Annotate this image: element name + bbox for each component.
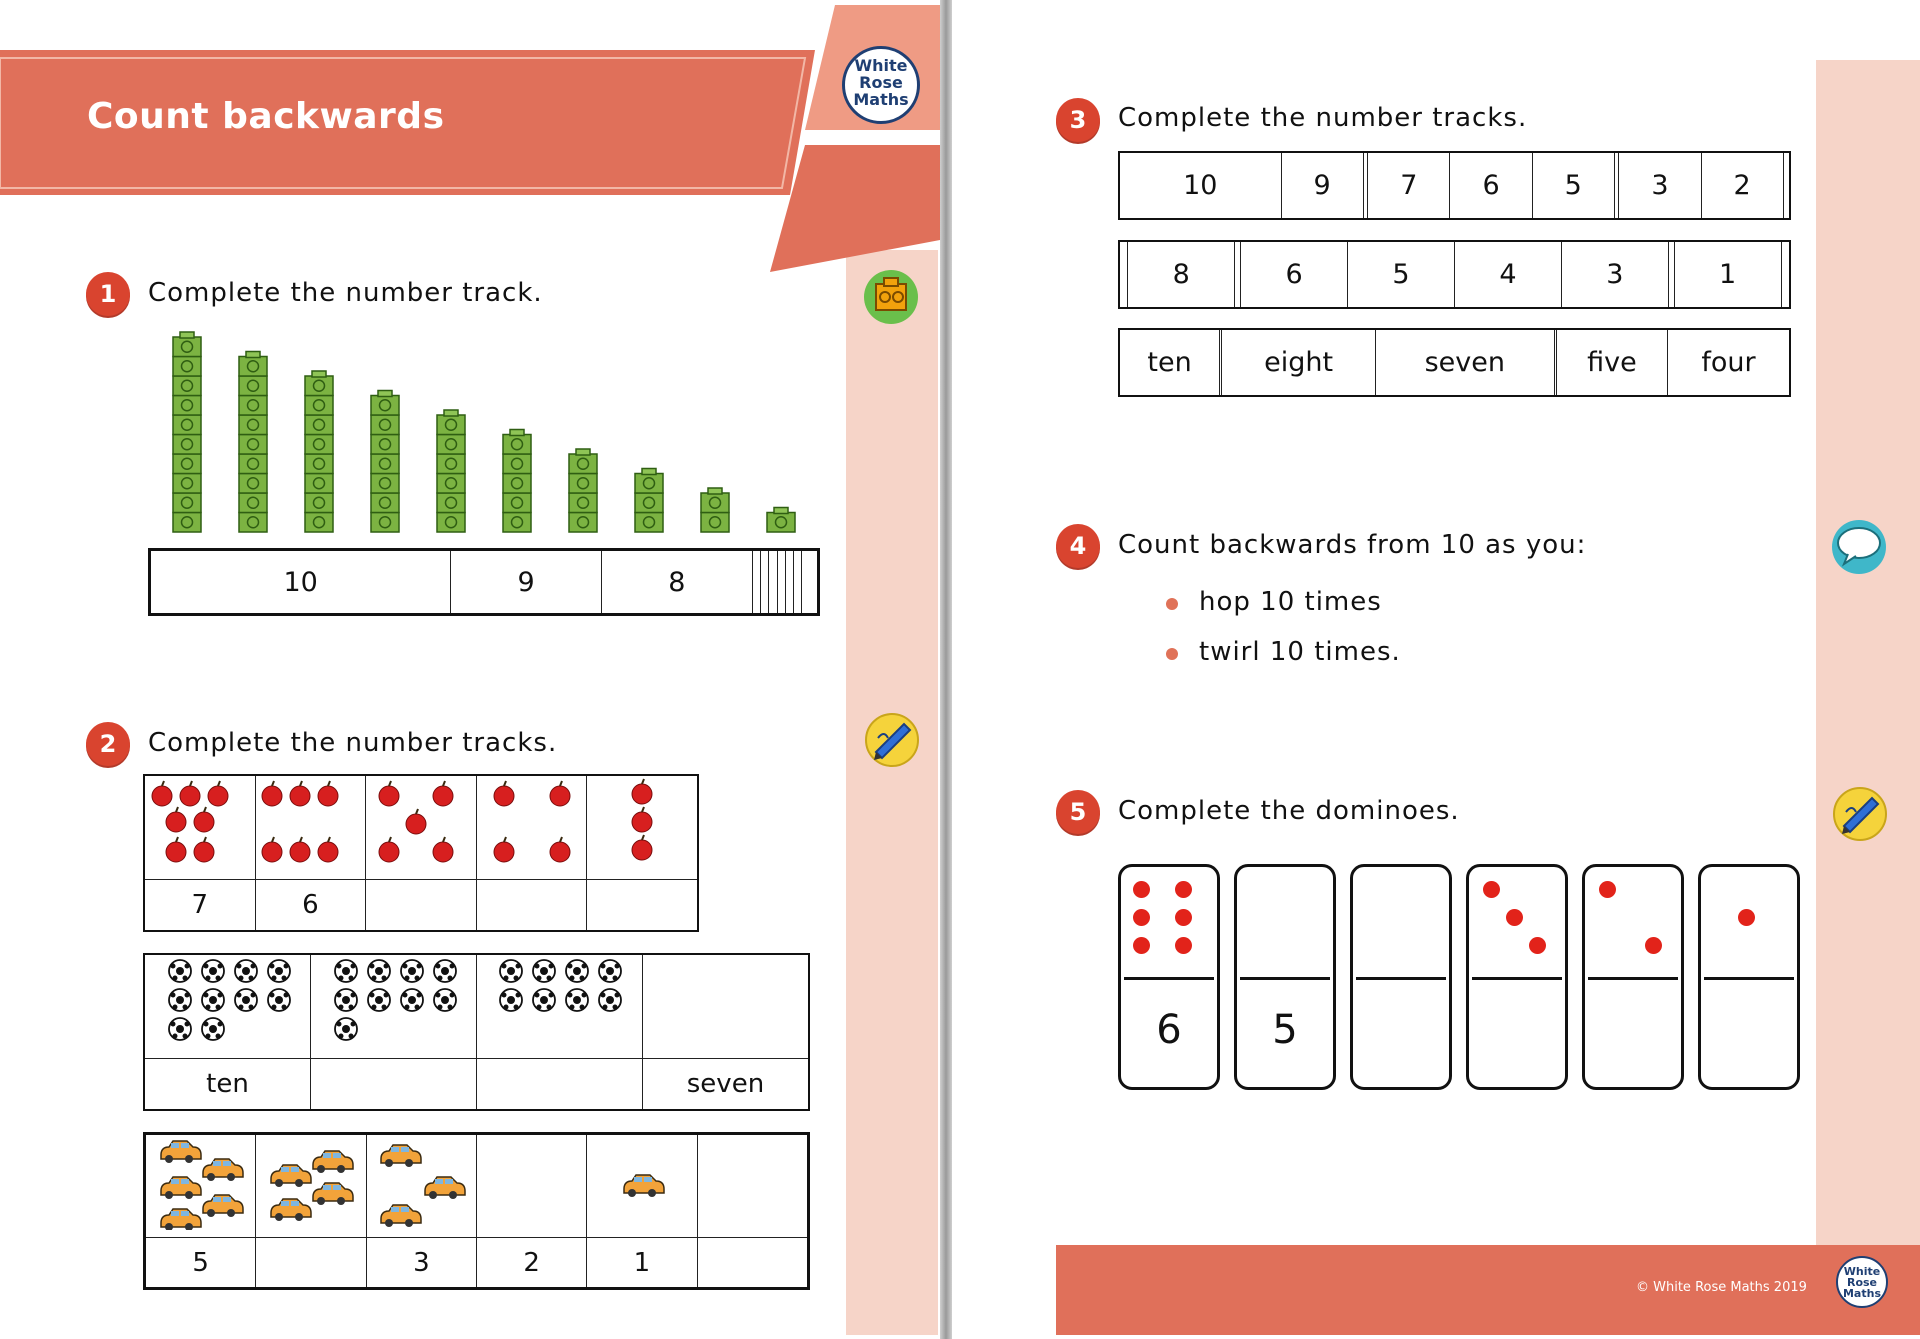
car-icon xyxy=(203,1195,243,1217)
track-cell[interactable] xyxy=(794,550,802,615)
car-count-cell[interactable] xyxy=(256,1238,366,1289)
cube-icon xyxy=(862,268,920,326)
apples-track xyxy=(143,774,699,932)
cube-tower xyxy=(371,391,399,533)
domino[interactable] xyxy=(1350,864,1452,1090)
car-picture-cell xyxy=(366,1134,476,1238)
pencil-icon xyxy=(864,712,920,768)
cube-tower xyxy=(569,449,597,532)
apple-icon xyxy=(494,837,514,862)
question-5-number: 5 xyxy=(1056,790,1100,834)
domino-dot xyxy=(1645,937,1662,954)
left-side-strip xyxy=(846,250,938,1335)
apple-icon xyxy=(166,837,186,862)
car-icon xyxy=(271,1199,311,1221)
car-picture-cell xyxy=(587,1134,697,1238)
header-banner xyxy=(0,0,940,280)
apple-icon xyxy=(208,781,228,806)
car-picture-cell xyxy=(145,1134,256,1238)
domino-number: 5 xyxy=(1272,1007,1298,1053)
domino-dot xyxy=(1599,881,1616,898)
car-icon xyxy=(624,1175,664,1197)
car-icon xyxy=(271,1165,311,1187)
apple-icon xyxy=(632,807,652,832)
domino-divider xyxy=(1356,977,1446,980)
domino-divider xyxy=(1472,977,1562,980)
logo-line-1: White xyxy=(1843,1265,1881,1278)
cube-tower xyxy=(503,430,531,533)
apple-icon xyxy=(550,781,570,806)
football-icon xyxy=(368,960,390,982)
q3-track-1 xyxy=(1118,151,1791,220)
track-cell: 3 xyxy=(1561,241,1668,308)
football-icon xyxy=(500,960,522,982)
football-icon xyxy=(169,1018,191,1040)
track-cell[interactable] xyxy=(752,550,760,615)
football-icon xyxy=(268,989,290,1011)
track-cell: four xyxy=(1668,329,1791,396)
domino-divider xyxy=(1240,977,1330,980)
apple-count-cell[interactable] xyxy=(366,879,477,931)
apple-icon xyxy=(290,781,310,806)
car-icon xyxy=(161,1141,201,1163)
track-cell: five xyxy=(1556,329,1667,396)
cube-towers xyxy=(160,320,820,540)
bullet-dot xyxy=(1166,648,1178,660)
cars-track xyxy=(143,1132,810,1290)
track-cell: eight xyxy=(1222,329,1376,396)
apple-count-cell[interactable] xyxy=(476,879,587,931)
track-cell[interactable] xyxy=(769,550,777,615)
track-cell: 8 xyxy=(601,550,752,615)
apple-picture-cell xyxy=(366,775,477,879)
cube-tower xyxy=(173,332,201,532)
track-cell[interactable] xyxy=(777,550,785,615)
question-2-text: Complete the number tracks. xyxy=(148,728,558,758)
car-icon xyxy=(161,1177,201,1199)
domino-dot xyxy=(1506,909,1523,926)
cube-tower xyxy=(635,469,663,533)
question-5-text: Complete the dominoes. xyxy=(1118,796,1460,826)
apple-picture-cell xyxy=(255,775,366,879)
white-rose-logo xyxy=(842,46,920,124)
copyright-text: © White Rose Maths 2019 xyxy=(1636,1280,1807,1295)
football-icon xyxy=(533,989,555,1011)
car-icon xyxy=(313,1151,353,1173)
question-1-text: Complete the number track. xyxy=(148,278,543,308)
car-icon xyxy=(161,1209,201,1230)
cube-tower xyxy=(305,371,333,532)
football-picture-cell xyxy=(144,954,311,1058)
track-cell: 7 xyxy=(1368,152,1450,219)
q3-track-3 xyxy=(1118,328,1791,397)
apple-icon xyxy=(550,837,570,862)
apple-icon xyxy=(318,781,338,806)
track-cell: 3 xyxy=(1619,152,1701,219)
track-cell: 2 xyxy=(1701,152,1783,219)
bullet-dot xyxy=(1166,598,1178,610)
track-cell: 6 xyxy=(1241,241,1348,308)
track-cell: 5 xyxy=(1532,152,1614,219)
domino[interactable] xyxy=(1698,864,1800,1090)
domino[interactable] xyxy=(1582,864,1684,1090)
car-icon xyxy=(381,1205,421,1227)
car-count-cell: 3 xyxy=(366,1238,476,1289)
logo-line-1: White xyxy=(854,56,908,75)
apple-picture-cell xyxy=(144,775,255,879)
football-icon xyxy=(169,960,191,982)
apple-icon xyxy=(262,837,282,862)
car-count-cell[interactable] xyxy=(697,1238,808,1289)
apple-icon xyxy=(166,807,186,832)
track-cell: ten xyxy=(1119,329,1220,396)
football-icon xyxy=(401,960,423,982)
apple-icon xyxy=(632,779,652,804)
pencil-icon xyxy=(1832,786,1888,842)
car-icon xyxy=(381,1145,421,1167)
domino-dot xyxy=(1175,937,1192,954)
track-cell: 9 xyxy=(451,550,602,615)
football-icon xyxy=(235,989,257,1011)
domino-divider xyxy=(1124,977,1214,980)
apple-count-cell: 7 xyxy=(144,879,255,931)
track-cell: 10 xyxy=(1119,152,1281,219)
apple-icon xyxy=(406,809,426,834)
apple-icon xyxy=(494,781,514,806)
domino[interactable] xyxy=(1118,864,1220,1090)
track-cell[interactable] xyxy=(785,550,793,615)
football-icon xyxy=(268,960,290,982)
apple-picture-cell xyxy=(476,775,587,879)
football-icon xyxy=(434,960,456,982)
track-cell: seven xyxy=(1375,329,1554,396)
domino-dot xyxy=(1133,909,1150,926)
footballs-track xyxy=(143,953,810,1111)
question-4-text: Count backwards from 10 as you: xyxy=(1118,530,1587,560)
car-icon xyxy=(203,1159,243,1181)
q1-number-track xyxy=(148,548,820,616)
logo-line-3: Maths xyxy=(1842,1287,1881,1300)
football-icon xyxy=(335,989,357,1011)
football-count-cell: seven xyxy=(642,1058,809,1110)
football-picture-cell[interactable] xyxy=(642,954,809,1058)
right-side-strip xyxy=(1816,60,1920,1250)
logo-line-2: Rose xyxy=(1846,1276,1878,1289)
apple-icon xyxy=(152,781,172,806)
footer-logo xyxy=(1836,1256,1888,1308)
football-icon xyxy=(235,960,257,982)
apple-icon xyxy=(194,837,214,862)
cube-tower xyxy=(701,488,729,532)
football-icon xyxy=(566,989,588,1011)
apple-icon xyxy=(180,781,200,806)
logo-line-2: Rose xyxy=(859,73,903,92)
football-icon xyxy=(599,960,621,982)
track-cell: 5 xyxy=(1348,241,1455,308)
cube-tower xyxy=(239,352,267,533)
car-count-cell: 2 xyxy=(476,1238,586,1289)
apple-count-cell: 6 xyxy=(255,879,366,931)
domino-divider xyxy=(1704,977,1794,980)
bullet-hop: hop 10 times xyxy=(1199,587,1382,617)
question-3-text: Complete the number tracks. xyxy=(1118,103,1528,133)
football-icon xyxy=(202,960,224,982)
domino-dot xyxy=(1483,881,1500,898)
domino-dot xyxy=(1738,909,1755,926)
track-cell[interactable] xyxy=(1781,241,1790,308)
car-picture-cell xyxy=(256,1134,366,1238)
domino-divider xyxy=(1588,977,1678,980)
car-count-cell: 5 xyxy=(145,1238,256,1289)
car-picture-cell[interactable] xyxy=(697,1134,808,1238)
football-icon xyxy=(169,989,191,1011)
football-icon xyxy=(202,1018,224,1040)
bullet-twirl: twirl 10 times. xyxy=(1199,637,1401,667)
track-cell: 1 xyxy=(1674,241,1781,308)
logo-line-3: Maths xyxy=(853,90,909,109)
car-picture-cell[interactable] xyxy=(476,1134,586,1238)
domino-dot xyxy=(1529,937,1546,954)
apple-icon xyxy=(290,837,310,862)
car-icon xyxy=(425,1177,465,1199)
track-cell: 9 xyxy=(1281,152,1363,219)
cube-tower xyxy=(767,508,795,533)
question-2-number: 2 xyxy=(86,722,130,766)
page-title: Count backwards xyxy=(87,96,445,137)
football-icon xyxy=(599,989,621,1011)
track-cell[interactable] xyxy=(1119,241,1128,308)
domino-dot xyxy=(1175,881,1192,898)
domino[interactable] xyxy=(1234,864,1336,1090)
q3-track-2 xyxy=(1118,240,1791,309)
football-icon xyxy=(368,989,390,1011)
football-picture-cell xyxy=(476,954,642,1058)
cube-tower xyxy=(437,410,465,532)
football-picture-cell xyxy=(311,954,477,1058)
question-1-number: 1 xyxy=(86,272,130,316)
football-count-cell: ten xyxy=(144,1058,311,1110)
track-cell[interactable] xyxy=(1783,152,1790,219)
apple-icon xyxy=(262,781,282,806)
car-count-cell: 1 xyxy=(587,1238,697,1289)
apple-icon xyxy=(632,835,652,860)
football-count-cell[interactable] xyxy=(476,1058,642,1110)
track-cell: 4 xyxy=(1454,241,1561,308)
apple-icon xyxy=(379,781,399,806)
domino-dot xyxy=(1175,909,1192,926)
domino-dot xyxy=(1133,881,1150,898)
apple-count-cell[interactable] xyxy=(587,879,698,931)
track-cell: 8 xyxy=(1128,241,1235,308)
apple-icon xyxy=(433,781,453,806)
track-cell[interactable] xyxy=(760,550,768,615)
football-icon xyxy=(500,989,522,1011)
football-icon xyxy=(401,989,423,1011)
apple-picture-cell xyxy=(587,775,698,879)
domino-dot xyxy=(1133,937,1150,954)
track-cell[interactable] xyxy=(802,550,819,615)
apple-icon xyxy=(318,837,338,862)
football-icon xyxy=(335,1018,357,1040)
speech-bubble-icon xyxy=(1830,518,1888,576)
apple-icon xyxy=(194,807,214,832)
football-icon xyxy=(566,960,588,982)
domino[interactable] xyxy=(1466,864,1568,1090)
question-4-number: 4 xyxy=(1056,524,1100,568)
football-icon xyxy=(434,989,456,1011)
page-divider xyxy=(940,0,952,1339)
football-count-cell[interactable] xyxy=(311,1058,477,1110)
track-cell: 10 xyxy=(150,550,451,615)
football-icon xyxy=(335,960,357,982)
football-icon xyxy=(202,989,224,1011)
question-3-number: 3 xyxy=(1056,98,1100,142)
apple-icon xyxy=(433,837,453,862)
domino-number: 6 xyxy=(1156,1007,1182,1053)
football-icon xyxy=(533,960,555,982)
car-icon xyxy=(313,1183,353,1205)
apple-icon xyxy=(379,837,399,862)
track-cell: 6 xyxy=(1450,152,1532,219)
